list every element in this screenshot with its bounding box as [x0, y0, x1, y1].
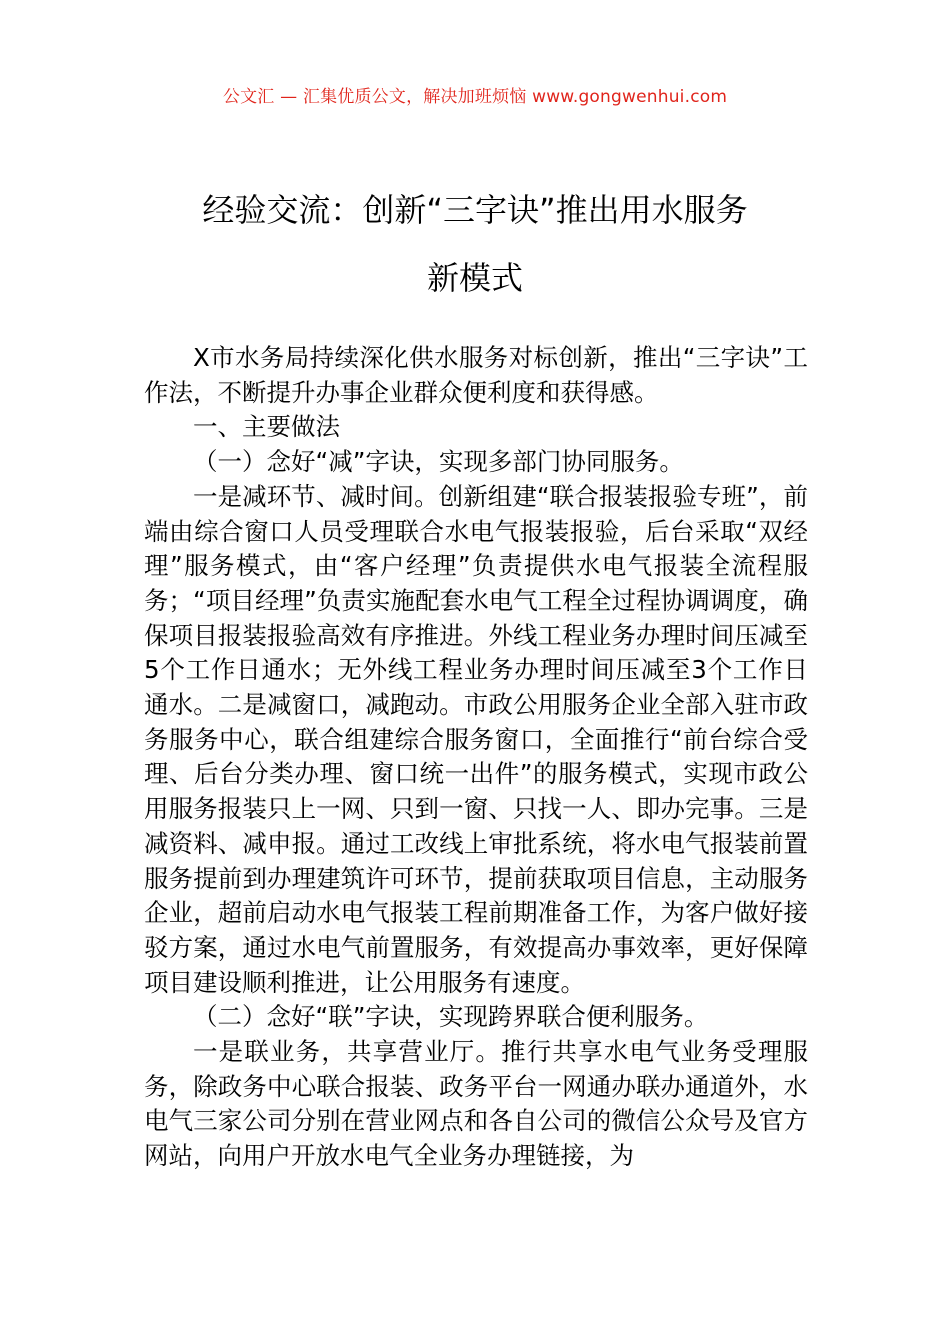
paragraph-body-2: 一是联业务，共享营业厅。推行共享水电气业务受理服务，除政务中心联合报装、政务平台一网通办联办通道外，水电气三家公司分别在营业网点和各自公司的微信公众号及官方网站，向用户开放水电气全业务办理链接，为	[144, 1037, 808, 1171]
site-banner: 公文汇 — 汇集优质公文，解决加班烦恼 www.gongwenhui.com	[222, 87, 728, 107]
title-line-1: 经验交流：创新“三字诀”推出用水服务	[202, 191, 748, 229]
document-title	[100, 176, 850, 312]
paragraph-body-1: 一是减环节、减时间。创新组建“联合报装报验专班”，前端由综合窗口人员受理联合水电气报装报验，后台采取“双经理”服务模式，由“客户经理”负责提供水电气报装全流程服务；“项目经理”负责实施配套水电气工程全过程协调调度，确保项目报装报验高效有序推进。外线工程业务办理时间压减至5个工作日通水；无外线工程业务办理时间压减至3个工作日通水。二是减窗口，减跑动。市政公用服务企业全部入驻市政务服务中心，联合组建综合服务窗口，全面推行“前台综合受理、后台分类办理、窗口统一出件”的服务模式，实现市政公用服务报装只上一网、只到一窗、只找一人、即办完事。三是减资料、减申报。通过工改线上审批系统，将水电气报装前置服务提前到办理建筑许可环节，提前获取项目信息，主动服务企业，超前启动水电气报装工程前期准备工作，为客户做好接驳方案，通过水电气前置服务，有效提高办事效率，更好保障项目建设顺利推进，让公用服务有速度。	[144, 481, 808, 997]
subsection-heading-1: （一）念好“减”字诀，实现多部门协同服务。	[193, 447, 684, 477]
title-line-2: 新模式	[426, 259, 523, 297]
paragraph-intro: X市水务局持续深化供水服务对标创新，推出“三字诀”工作法，不断提升办事企业群众便利度和获得感。	[144, 343, 808, 407]
document-body	[144, 341, 808, 1174]
subsection-heading-2: （二）念好“联”字诀，实现跨界联合便利服务。	[193, 1002, 709, 1032]
section-heading: 一、主要做法	[193, 412, 340, 442]
